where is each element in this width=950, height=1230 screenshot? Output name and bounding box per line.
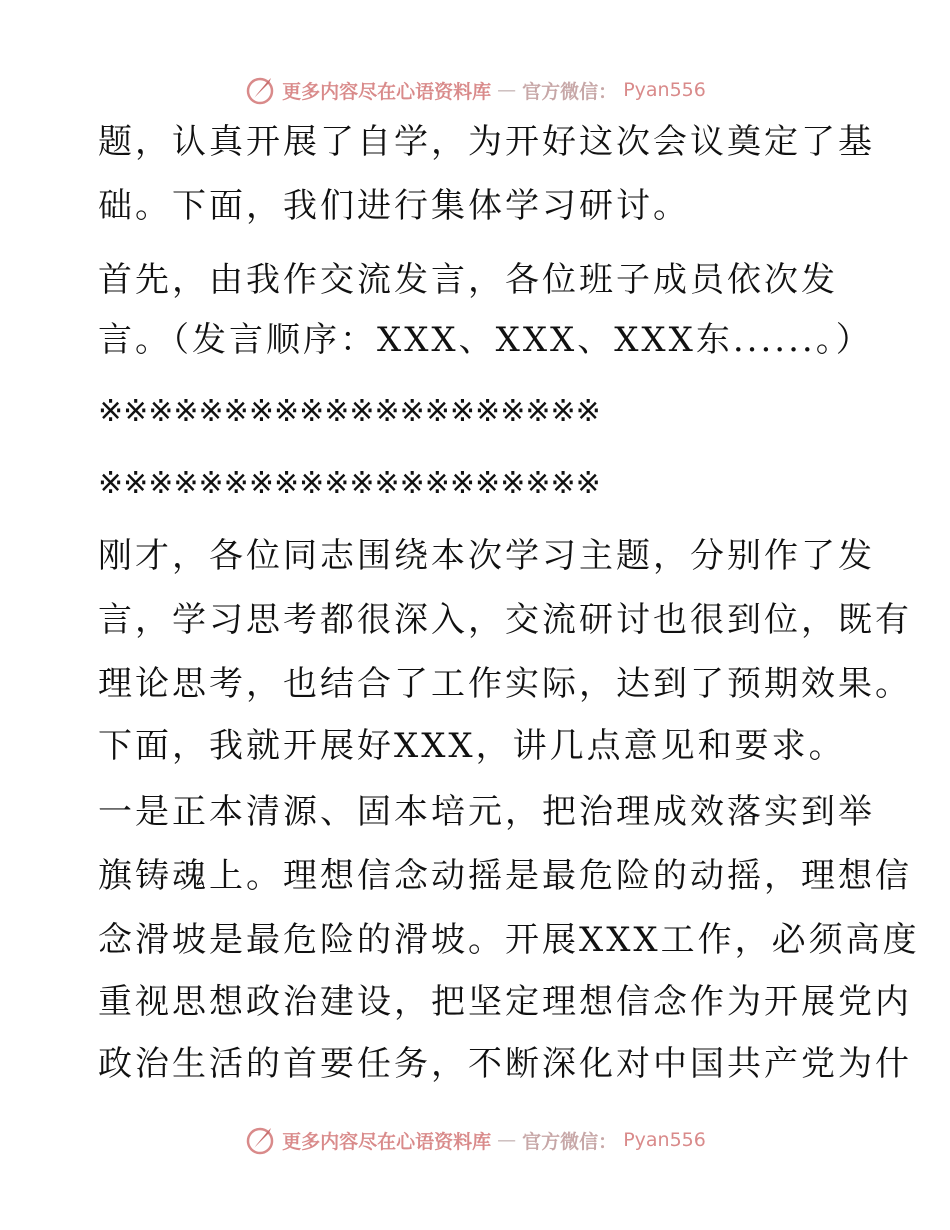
watermark-dash: —: [497, 1129, 517, 1151]
watermark-wechat-label: 官方微信：: [522, 1130, 618, 1153]
separator-stars: ※※※※※※※※※※※※※※※※※※※※: [98, 466, 601, 501]
text-line: 政治生活的首要任务，不断深化对中国共产党为什: [98, 1044, 912, 1084]
watermark-wechat-label: 官方微信：: [522, 80, 618, 103]
watermark-dash: —: [497, 79, 517, 101]
watermark-wechat-id: Pyan556: [623, 1129, 706, 1151]
text-line: 言，学习思考都很深入，交流研讨也很到位，既有: [98, 600, 912, 640]
text-line: 刚才，各位同志围绕本次学习主题，分别作了发: [98, 536, 875, 576]
watermark-header: [0, 70, 950, 110]
text-line: 理论思考，也结合了工作实际，达到了预期效果。: [98, 664, 912, 704]
watermark-site-name: 更多内容尽在心语资料库: [282, 1130, 492, 1153]
watermark-wechat-id: Pyan556: [623, 79, 706, 101]
text-line: 一是正本清源、固本培元，把治理成效落实到举: [98, 792, 875, 832]
text-line: 首先，由我作交流发言，各位班子成员依次发: [98, 260, 838, 300]
watermark-site-name: 更多内容尽在心语资料库: [282, 80, 492, 103]
text-line: 础。下面，我们进行集体学习研讨。: [98, 186, 690, 226]
text-line: 题，认真开展了自学，为开好这次会议奠定了基: [98, 122, 875, 162]
quill-logo-icon: [244, 1124, 276, 1156]
text-line: 念滑坡是最危险的滑坡。开展XXX工作，必须高度: [98, 920, 920, 960]
separator-stars: ※※※※※※※※※※※※※※※※※※※※: [98, 394, 601, 429]
quill-logo-icon: [244, 74, 276, 106]
text-line: 旗铸魂上。理想信念动摇是最危险的动摇，理想信: [98, 856, 912, 896]
text-line: 言。（发言顺序：XXX、XXX、XXX东......。）: [98, 320, 873, 360]
text-line: 下面，我就开展好XXX，讲几点意见和要求。: [98, 726, 846, 766]
watermark-footer: [0, 1120, 950, 1160]
text-line: 重视思想政治建设，把坚定理想信念作为开展党内: [98, 982, 912, 1022]
